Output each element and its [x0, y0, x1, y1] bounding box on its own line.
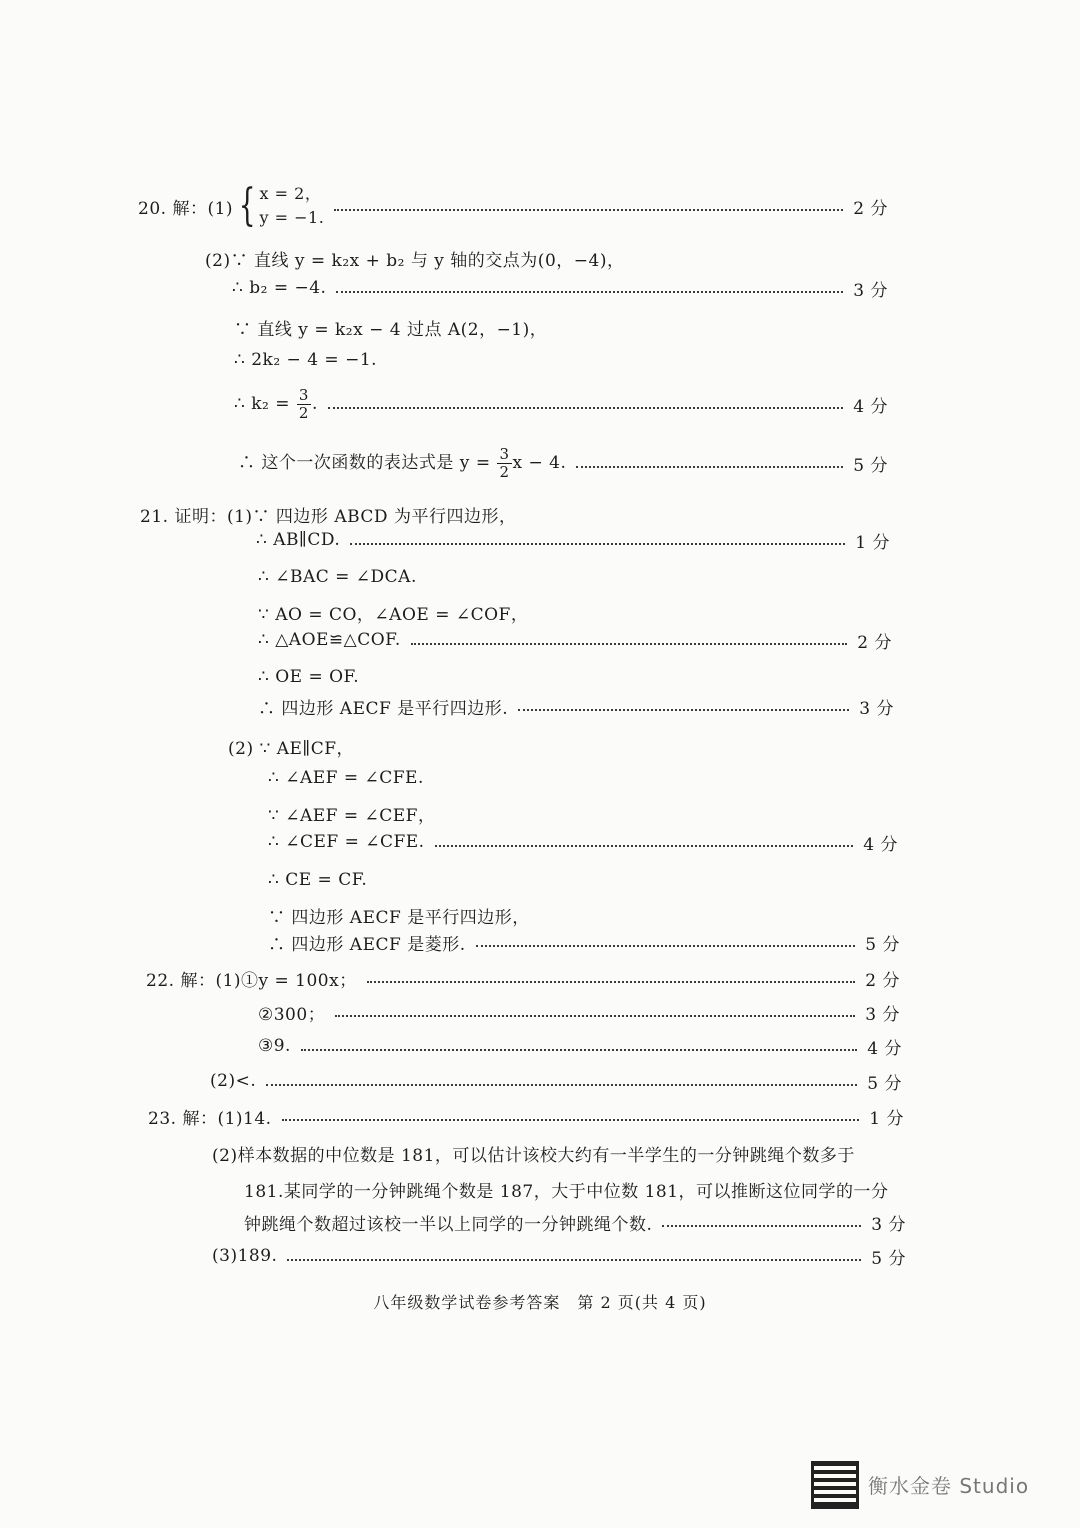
dot-leader [476, 945, 856, 947]
q22-line2 [258, 1000, 900, 1024]
q21-line14 [268, 930, 900, 954]
fraction-num: 3 [499, 444, 510, 463]
score: 5 分 [865, 934, 900, 955]
q21-line11-text: ∴ ∠CEF = ∠CFE. [268, 832, 425, 852]
score: 5 分 [853, 455, 888, 476]
q21-line6: ∴ OE = OF. [258, 667, 360, 687]
q20-eq2: y = −1. [259, 208, 325, 227]
brace-icon: { [238, 180, 256, 231]
q22-line3 [258, 1034, 902, 1058]
q21-line9: ∴ ∠AEF = ∠CFE. [268, 768, 424, 788]
q23-line4 [244, 1210, 906, 1234]
dot-leader [411, 643, 848, 645]
q21-line2 [256, 528, 890, 552]
q20-line6 [238, 443, 888, 483]
qr-code-icon [811, 1461, 859, 1509]
q20-line3: ∵ 直线 y = k₂x − 4 过点 A(2，−1)， [234, 320, 548, 340]
score: 3 分 [853, 280, 888, 301]
q22-line2-text: ②300； [258, 1004, 326, 1025]
score: 2 分 [865, 970, 900, 991]
score: 1 分 [855, 532, 890, 553]
fraction-num: 3 [298, 385, 309, 404]
q21-line4: ∵ AO = CO，∠AOE = ∠COF， [258, 605, 529, 625]
score: 1 分 [869, 1108, 904, 1129]
q23-line1 [148, 1104, 904, 1128]
dot-leader [367, 981, 856, 983]
q21-line7-text: ∴ 四边形 AECF 是平行四边形. [258, 698, 509, 719]
q23-line4-text: 钟跳绳个数超过该校一半以上同学的一分钟跳绳个数. [244, 1214, 653, 1235]
dot-leader [662, 1225, 861, 1227]
fraction-den: 2 [499, 462, 510, 481]
q23-line2: (2)样本数据的中位数是 181，可以估计该校大约有一半学生的一分钟跳绳个数多于 [212, 1146, 855, 1166]
dot-leader [266, 1084, 857, 1086]
q23-line5-text: (3)189. [212, 1246, 278, 1266]
q20-line5-pre: ∴ k₂ = [234, 393, 290, 414]
q21-line5-text: ∴ △AOE≌△COF. [258, 630, 401, 650]
score: 4 分 [863, 834, 898, 855]
score: 3 分 [871, 1214, 906, 1235]
score: 4 分 [867, 1038, 902, 1059]
q20-line5-text [234, 387, 318, 422]
dot-leader [335, 1015, 855, 1017]
dot-leader [328, 407, 843, 409]
dot-leader [301, 1049, 857, 1051]
dot-leader [336, 291, 843, 293]
q22-line4-text: (2)<. [210, 1071, 257, 1091]
q21-line3: ∴ ∠BAC = ∠DCA. [258, 567, 417, 587]
fraction [297, 387, 311, 422]
q20-line6-text [238, 446, 566, 481]
q21-line12: ∴ CE = CF. [268, 870, 368, 890]
dot-leader [350, 543, 845, 545]
watermark: 衡水金卷 Studio [868, 1474, 1030, 1498]
q21-line14-text: ∴ 四边形 AECF 是菱形. [268, 934, 466, 955]
q20-line2-text: ∴ b₂ = −4. [232, 278, 327, 298]
q20-line5-post: . [311, 393, 318, 414]
q20-line2 [232, 276, 888, 300]
q20-line1: (2)∵ 直线 y = k₂x + b₂ 与 y 轴的交点为(0，−4)， [205, 251, 625, 271]
score: 3 分 [865, 1004, 900, 1025]
dot-leader [287, 1259, 861, 1261]
q20-line5 [234, 384, 888, 424]
equation-system [233, 182, 324, 230]
dot-leader [518, 709, 849, 711]
fraction [497, 446, 511, 481]
q21-line2-text: ∴ AB∥CD. [256, 530, 341, 550]
score: 2 分 [853, 198, 888, 219]
q21-line13: ∵ 四边形 AECF 是平行四边形， [268, 908, 530, 928]
page-footer: 八年级数学试卷参考答案 第 2 页(共 4 页) [373, 1293, 707, 1312]
q21-line5 [258, 628, 892, 652]
q20-part1 [138, 180, 888, 232]
q20-label: 20. 解：(1) [138, 198, 234, 219]
q21-line11 [268, 830, 898, 854]
q20-line6-pre: ∴ 这个一次函数的表达式是 y = [238, 452, 491, 473]
q22-line1 [146, 966, 900, 990]
q21-line7 [258, 694, 894, 718]
dot-leader [435, 845, 854, 847]
q23-line3: 181.某同学的一分钟跳绳个数是 187，大于中位数 181，可以推断这位同学的一分 [244, 1182, 889, 1202]
q21-line10: ∵ ∠AEF = ∠CEF， [268, 806, 436, 826]
score: 4 分 [853, 396, 888, 417]
q23-line5 [212, 1244, 906, 1268]
score: 3 分 [859, 698, 894, 719]
q20-line4: ∴ 2k₂ − 4 = −1. [234, 350, 378, 370]
q22-line1-text: 22. 解：(1)①y = 100x； [146, 970, 357, 991]
score: 5 分 [871, 1248, 906, 1269]
q23-line1-text: 23. 解：(1)14. [148, 1108, 272, 1129]
dot-leader [576, 466, 843, 468]
dot-leader [334, 209, 843, 211]
score: 2 分 [857, 632, 892, 653]
q20-line6-post: x − 4. [512, 452, 567, 473]
dot-leader [282, 1119, 860, 1121]
score: 5 分 [867, 1073, 902, 1094]
q22-line4 [210, 1069, 902, 1093]
q21-line1: 21. 证明：(1)∵ 四边形 ABCD 为平行四边形， [140, 507, 517, 527]
q20-eq1: x = 2， [259, 184, 322, 203]
q21-line8: (2) ∵ AE∥CF， [228, 739, 355, 759]
q22-line3-text: ③9. [258, 1036, 291, 1056]
fraction-den: 2 [298, 403, 309, 422]
